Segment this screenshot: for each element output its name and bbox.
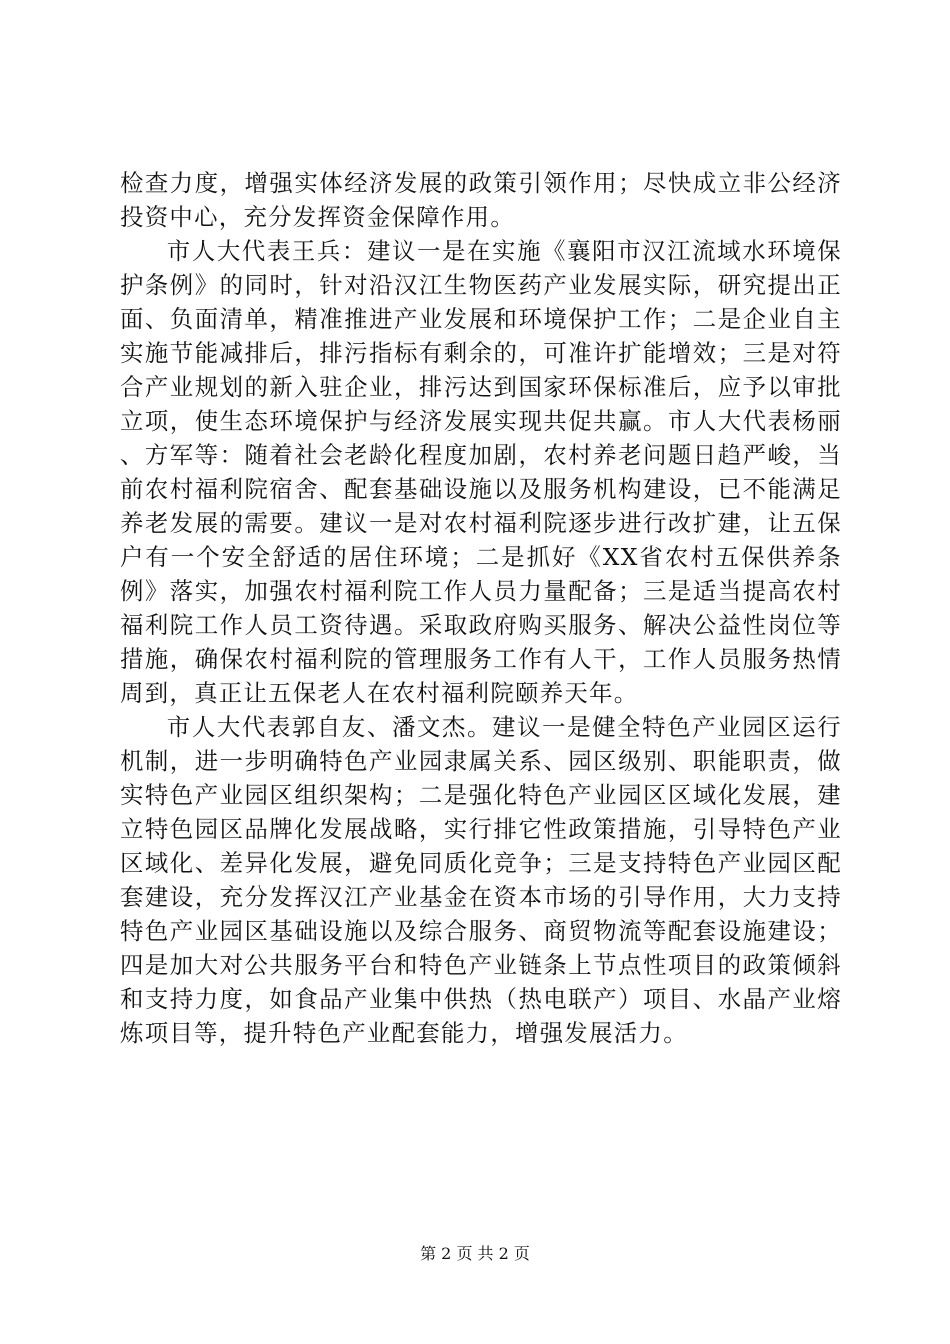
- page-footer: 第 2 页 共 2 页: [420, 1244, 530, 1263]
- paragraph-guo-ziyou: 市人大代表郭自友、潘文杰。建议一是健全特色产业园区运行机制，进一步明确特色产业园隶属关系、园区级别、职能职责，做实特色产业园区组织架构；二是强化特色产业园区区域化发展，建立特色园区品牌化发展战略，实行排它性政策措施，引导特色产业区域化、差异化发展，避免同质化竞争；三是支持特色产业园区配套建设，充分发挥汉江产业基金在资本市场的引导作用，大力支持特色产业园区基础设施以及综合服务、商贸物流等配套设施建设；四是加大对公共服务平台和特色产业链条上节点性项目的政策倾斜和支持力度，如食品产业集中供热（热电联产）项目、水晶产业熔炼项目等，提升特色产业配套能力，增强发展活力。: [120, 713, 842, 1047]
- document-body: [120, 166, 842, 1050]
- paragraph-wang-bing: 市人大代表王兵：建议一是在实施《襄阳市汉江流域水环境保护条例》的同时，针对沿汉江生物医药产业发展实际，研究提出正面、负面清单，精准推进产业发展和环境保护工作；二是企业自主实施节能减排后，排污指标有剩余的，可准许扩能增效；三是对符合产业规划的新入驻企业，排污达到国家环保标准后，应予以审批立项，使生态环境保护与经济发展实现共促共赢。市人大代表杨丽、方军等：随着社会老龄化程度加剧，农村养老问题日趋严峻，当前农村福利院宿舍、配套基础设施以及服务机构建设，已不能满足养老发展的需要。建议一是对农村福利院逐步进行改扩建，让五保户有一个安全舒适的居住环境；二是抓好《XX省农村五保供养条例》落实，加强农村福利院工作人员力量配备；三是适当提高农村福利院工作人员工资待遇。采取政府购买服务、解决公益性岗位等措施，确保农村福利院的管理服务工作有人干，工作人员服务热情周到，真正让五保老人在农村福利院颐养天年。: [120, 237, 842, 707]
- paragraph-continuation: 检查力度，增强实体经济发展的政策引领作用；尽快成立非公经济投资中心，充分发挥资金保障作用。: [120, 169, 842, 231]
